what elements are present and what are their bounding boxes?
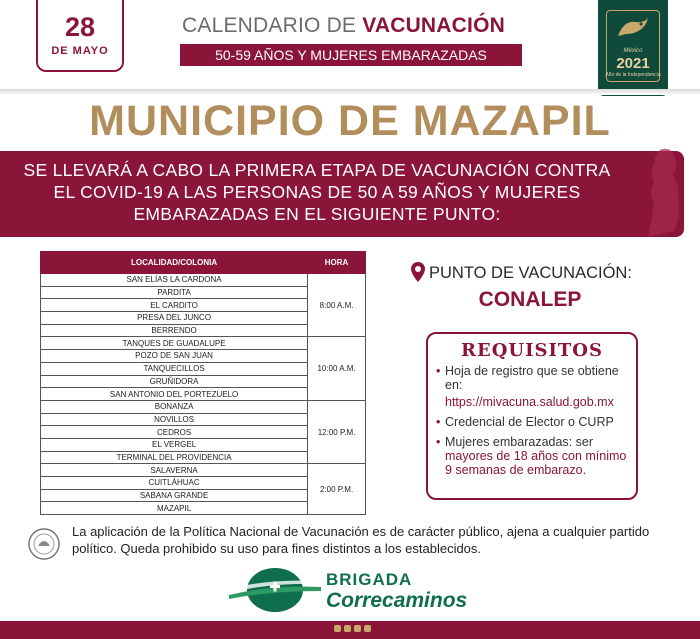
header-divider: [0, 89, 700, 95]
facebook-icon[interactable]: [334, 625, 341, 632]
youtube-icon[interactable]: [364, 625, 371, 632]
localidad-cell: TANQUECILLOS: [41, 362, 308, 375]
announcement-text: SE LLEVARÁ A CABO LA PRIMERA ETAPA DE VACUNACIÓN CONTRA EL COVID-19 A LAS PERSONAS DE 50 A 59 AÑOS Y MUJERES EMBARAZADAS EN EL SIGUIENTE PUNTO:: [23, 160, 611, 224]
hora-cell: 8:00 A.M.: [308, 274, 366, 337]
localidad-cell: TERMINAL DEL PROVIDENCIA: [41, 451, 308, 464]
localidad-cell: NOVILLOS: [41, 413, 308, 426]
localidad-cell: BONANZA: [41, 400, 308, 413]
calendar-title-emphasis: VACUNACIÓN: [362, 14, 505, 37]
localidad-cell: EL VERGEL: [41, 438, 308, 451]
localidad-cell: EL CARDITO: [41, 299, 308, 312]
localidad-cell: CEDROS: [41, 426, 308, 439]
date-badge: [36, 0, 124, 72]
legal-disclaimer: La aplicación de la Política Nacional de Vacunación es de carácter público, ajena a cualquier partido político. Queda prohibido su uso para fines distintos a los establecidos.: [72, 524, 650, 556]
emblem-country: México: [623, 48, 643, 54]
list-item: [436, 364, 636, 409]
localidad-cell: MAZAPIL: [41, 502, 308, 515]
emblem-caption: Año de la Independencia: [605, 72, 661, 78]
punto-label: PUNTO DE VACUNACIÓN:: [429, 264, 632, 282]
list-item: [436, 415, 636, 429]
hora-cell: 12:00 P.M.: [308, 400, 366, 463]
table-row: [41, 464, 366, 477]
social-icons: [334, 625, 371, 635]
government-seal-icon: [28, 528, 60, 560]
localidad-cell: PRESA DEL JUNCO: [41, 312, 308, 325]
localidad-cell: PARDITA: [41, 286, 308, 299]
requisitos-list: [436, 364, 636, 483]
localidad-cell: POZO DE SAN JUAN: [41, 350, 308, 363]
brigada-line2: Correcaminos: [326, 589, 468, 612]
requisito-embarazadas-detail: mayores de 18 años con mínimo 9 semanas de embarazo.: [445, 449, 627, 477]
table-row: [41, 400, 366, 413]
localidad-cell: GRUÑIDORA: [41, 375, 308, 388]
localidad-cell: CUITLÁHUAC: [41, 477, 308, 490]
requisito-embarazadas: Mujeres embarazadas: ser: [445, 435, 593, 449]
location-pin-icon: [411, 262, 425, 282]
calendar-subtitle: 50-59 AÑOS Y MUJERES EMBARAZADAS: [180, 44, 522, 66]
localidad-cell: BERRENDO: [41, 324, 308, 337]
table-row: [41, 337, 366, 350]
requisito-registro: Hoja de registro que se obtiene en:: [445, 364, 619, 392]
col-localidad: LOCALIDAD/COLONIA: [41, 252, 308, 274]
col-hora: HORA: [308, 252, 366, 274]
calendar-title: [182, 14, 512, 38]
date-day: 28: [64, 12, 96, 42]
instagram-icon[interactable]: [354, 625, 361, 632]
calendar-title-prefix: CALENDARIO DE: [182, 14, 357, 37]
woman-silhouette-icon: [628, 143, 688, 239]
eagle-icon: [614, 16, 652, 42]
date-month: DE MAYO: [51, 45, 109, 57]
table-row: [41, 274, 366, 287]
localidad-cell: SAN ELÍAS LA CARDONA: [41, 274, 308, 287]
brigada-correcaminos-logo-icon: [229, 565, 321, 615]
mexico-2021-emblem: [598, 0, 668, 96]
emblem-year: 2021: [616, 55, 650, 72]
hora-cell: 2:00 P.M.: [308, 464, 366, 515]
brigada-line1: BRIGADA: [326, 570, 413, 589]
table-header-row: [41, 252, 366, 274]
registro-link[interactable]: https://mivacuna.salud.gob.mx: [445, 395, 614, 409]
list-item: [436, 435, 636, 477]
localidad-cell: SALAVERNA: [41, 464, 308, 477]
hora-cell: 10:00 A.M.: [308, 337, 366, 400]
localidad-cell: TANQUES DE GUADALUPE: [41, 337, 308, 350]
requisitos-title: REQUISITOS: [461, 340, 603, 361]
localidad-cell: SABANA GRANDE: [41, 489, 308, 502]
requisito-credencial: Credencial de Elector o CURP: [445, 415, 614, 429]
schedule-table: [40, 251, 366, 515]
municipio-title: MUNICIPIO DE MAZAPIL: [89, 97, 611, 145]
localidad-cell: SAN ANTONIO DEL PORTEZUELO: [41, 388, 308, 401]
punto-value: CONALEP: [478, 288, 582, 311]
twitter-icon[interactable]: [344, 625, 351, 632]
